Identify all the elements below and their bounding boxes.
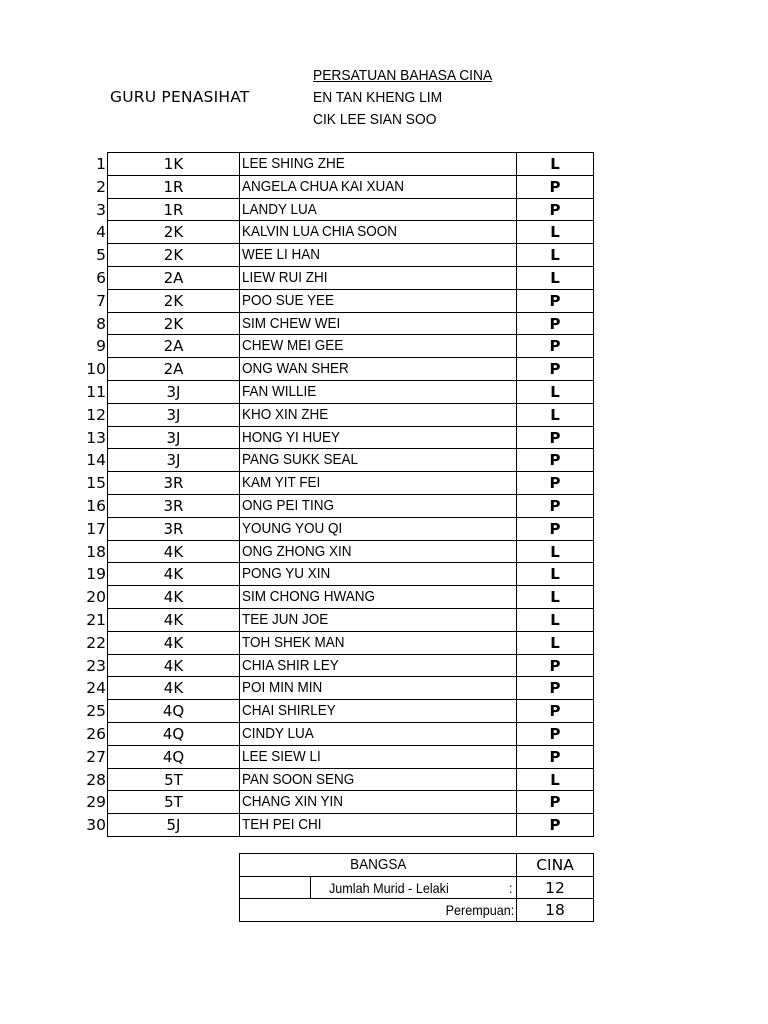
row-number: 16 bbox=[86, 496, 106, 515]
gender-cell: P bbox=[516, 427, 594, 450]
row-number: 1 bbox=[96, 155, 106, 173]
table-row bbox=[0, 495, 768, 518]
name-cell bbox=[239, 746, 516, 769]
perempuan-label: Perempuan: bbox=[445, 902, 514, 919]
student-name: LANDY LUA bbox=[242, 200, 317, 218]
row-number: 23 bbox=[86, 656, 106, 675]
gender-cell: P bbox=[516, 472, 594, 495]
gender-cell: P bbox=[516, 677, 594, 700]
student-name: SIM CHONG HWANG bbox=[242, 588, 376, 606]
table-row bbox=[0, 609, 768, 632]
name-cell bbox=[239, 655, 516, 678]
table-row bbox=[0, 449, 768, 472]
table-row bbox=[0, 267, 768, 290]
student-name: KAM YIT FEI bbox=[242, 474, 321, 492]
student-name: LEE SIEW LI bbox=[242, 747, 321, 765]
class-cell: 4Q bbox=[107, 746, 239, 769]
table-row bbox=[0, 586, 768, 609]
gender-cell: L bbox=[516, 404, 594, 427]
class-cell: 3R bbox=[107, 495, 239, 518]
student-name: ONG WAN SHER bbox=[242, 360, 349, 378]
summary-table bbox=[239, 854, 594, 922]
row-number: 9 bbox=[96, 337, 106, 356]
row-number: 3 bbox=[96, 200, 106, 219]
gender-cell: P bbox=[516, 814, 594, 837]
student-name: CHIA SHIR LEY bbox=[242, 656, 339, 674]
class-cell: 1R bbox=[107, 199, 239, 222]
summary-row-lelaki bbox=[239, 877, 594, 900]
gender-cell: L bbox=[516, 152, 594, 176]
advisor-name-2: CIK LEE SIAN SOO bbox=[313, 111, 437, 128]
gender-cell: L bbox=[516, 267, 594, 290]
student-name: CHANG XIN YIN bbox=[242, 793, 344, 811]
student-name: ONG ZHONG XIN bbox=[242, 542, 352, 560]
name-cell bbox=[239, 472, 516, 495]
gender-cell: P bbox=[516, 449, 594, 472]
name-cell bbox=[239, 723, 516, 746]
student-name: ANGELA CHUA KAI XUAN bbox=[242, 177, 405, 195]
table-row bbox=[0, 290, 768, 313]
student-name: ONG PEI TING bbox=[242, 496, 335, 514]
class-cell: 3R bbox=[107, 472, 239, 495]
table-row bbox=[0, 199, 768, 222]
table-row bbox=[0, 677, 768, 700]
class-cell: 5T bbox=[107, 791, 239, 814]
class-cell: 2A bbox=[107, 267, 239, 290]
class-cell: 2K bbox=[107, 244, 239, 267]
student-name: KALVIN LUA CHIA SOON bbox=[242, 223, 398, 241]
table-row bbox=[0, 313, 768, 336]
gender-cell: P bbox=[516, 518, 594, 541]
class-cell: 5J bbox=[107, 814, 239, 837]
name-cell bbox=[239, 335, 516, 358]
table-row bbox=[0, 381, 768, 404]
gender-cell: L bbox=[516, 381, 594, 404]
name-cell bbox=[239, 495, 516, 518]
student-name: POO SUE YEE bbox=[242, 291, 335, 309]
name-cell bbox=[239, 769, 516, 792]
row-number: 30 bbox=[86, 816, 106, 835]
table-row bbox=[0, 563, 768, 586]
student-name: LIEW RUI ZHI bbox=[242, 268, 328, 286]
name-cell bbox=[239, 814, 516, 837]
class-cell: 4K bbox=[107, 563, 239, 586]
student-table bbox=[0, 153, 768, 837]
row-number: 27 bbox=[86, 747, 106, 766]
lelaki-colon: : bbox=[509, 879, 513, 896]
table-row bbox=[0, 769, 768, 792]
table-row bbox=[0, 472, 768, 495]
name-cell bbox=[239, 199, 516, 222]
gender-cell: P bbox=[516, 655, 594, 678]
row-number: 20 bbox=[86, 588, 106, 607]
table-row bbox=[0, 221, 768, 244]
class-cell: 4K bbox=[107, 541, 239, 564]
student-name: YOUNG YOU QI bbox=[242, 519, 343, 537]
row-number: 18 bbox=[86, 542, 106, 561]
class-cell: 4Q bbox=[107, 723, 239, 746]
name-cell bbox=[239, 541, 516, 564]
row-number: 10 bbox=[86, 360, 106, 379]
table-row bbox=[0, 541, 768, 564]
gender-cell: P bbox=[516, 176, 594, 199]
table-row bbox=[0, 632, 768, 655]
row-number: 4 bbox=[96, 223, 106, 242]
row-number: 13 bbox=[86, 428, 106, 447]
row-number: 19 bbox=[86, 565, 106, 584]
class-cell: 1K bbox=[107, 152, 239, 176]
gender-cell: P bbox=[516, 335, 594, 358]
class-cell: 3J bbox=[107, 427, 239, 450]
table-row bbox=[0, 404, 768, 427]
gender-cell: L bbox=[516, 769, 594, 792]
name-cell bbox=[239, 221, 516, 244]
name-cell bbox=[239, 700, 516, 723]
lelaki-label: Jumlah Murid - Lelaki bbox=[329, 879, 449, 896]
table-row bbox=[0, 814, 768, 837]
perempuan-label-cell bbox=[239, 899, 516, 922]
name-cell bbox=[239, 609, 516, 632]
student-name: LEE SHING ZHE bbox=[242, 155, 345, 172]
student-name: CHEW MEI GEE bbox=[242, 337, 344, 355]
row-number: 26 bbox=[86, 724, 106, 743]
gender-cell: P bbox=[516, 495, 594, 518]
gender-cell: P bbox=[516, 791, 594, 814]
student-name: CHAI SHIRLEY bbox=[242, 702, 336, 720]
table-row bbox=[0, 153, 768, 176]
student-name: CINDY LUA bbox=[242, 724, 314, 742]
class-cell: 2K bbox=[107, 290, 239, 313]
row-number: 7 bbox=[96, 291, 106, 310]
gender-cell: L bbox=[516, 632, 594, 655]
perempuan-value: 18 bbox=[516, 899, 594, 922]
gender-cell: P bbox=[516, 723, 594, 746]
class-cell: 4K bbox=[107, 655, 239, 678]
row-number: 6 bbox=[96, 268, 106, 287]
table-row bbox=[0, 723, 768, 746]
name-cell bbox=[239, 791, 516, 814]
gender-cell: P bbox=[516, 199, 594, 222]
class-cell: 5T bbox=[107, 769, 239, 792]
gender-cell: P bbox=[516, 700, 594, 723]
table-row bbox=[0, 244, 768, 267]
class-cell: 2K bbox=[107, 313, 239, 336]
name-cell bbox=[239, 358, 516, 381]
row-number: 21 bbox=[86, 610, 106, 629]
student-name: KHO XIN ZHE bbox=[242, 405, 329, 423]
table-row bbox=[0, 427, 768, 450]
student-name: FAN WILLIE bbox=[242, 382, 317, 400]
row-number: 28 bbox=[86, 770, 106, 789]
name-cell bbox=[239, 427, 516, 450]
student-name: SIM CHEW WEI bbox=[242, 314, 341, 332]
name-cell bbox=[239, 677, 516, 700]
name-cell bbox=[239, 449, 516, 472]
gender-cell: P bbox=[516, 313, 594, 336]
name-cell bbox=[239, 518, 516, 541]
name-cell bbox=[239, 632, 516, 655]
student-name: PANG SUKK SEAL bbox=[242, 451, 359, 469]
student-name: POI MIN MIN bbox=[242, 679, 323, 697]
student-name: TOH SHEK MAN bbox=[242, 633, 345, 651]
row-number: 15 bbox=[86, 474, 106, 493]
gender-cell: P bbox=[516, 290, 594, 313]
bangsa-label: BANGSA bbox=[349, 856, 407, 873]
class-cell: 2K bbox=[107, 221, 239, 244]
row-number: 8 bbox=[96, 314, 106, 333]
row-number: 24 bbox=[86, 679, 106, 698]
name-cell bbox=[239, 404, 516, 427]
gender-cell: P bbox=[516, 358, 594, 381]
gender-cell: P bbox=[516, 746, 594, 769]
student-name: PAN SOON SENG bbox=[242, 770, 355, 788]
row-number: 17 bbox=[86, 519, 106, 538]
name-cell bbox=[239, 152, 516, 176]
class-cell: 4K bbox=[107, 586, 239, 609]
advisor-name-1: EN TAN KHENG LIM bbox=[313, 89, 443, 106]
student-name: WEE LI HAN bbox=[242, 246, 321, 264]
gender-cell: L bbox=[516, 541, 594, 564]
row-number: 2 bbox=[96, 177, 106, 196]
gender-cell: L bbox=[516, 244, 594, 267]
table-row bbox=[0, 176, 768, 199]
advisor-heading: GURU PENASIHAT bbox=[110, 88, 250, 106]
gender-cell: L bbox=[516, 586, 594, 609]
gender-cell: L bbox=[516, 221, 594, 244]
class-cell: 3J bbox=[107, 449, 239, 472]
lelaki-value: 12 bbox=[516, 877, 594, 900]
row-number: 25 bbox=[86, 702, 106, 721]
table-row bbox=[0, 335, 768, 358]
table-row bbox=[0, 791, 768, 814]
class-cell: 3J bbox=[107, 381, 239, 404]
class-cell: 3R bbox=[107, 518, 239, 541]
student-name: TEH PEI CHI bbox=[242, 816, 322, 834]
name-cell bbox=[239, 563, 516, 586]
summary-row-perempuan bbox=[239, 899, 594, 922]
student-name: TEE JUN JOE bbox=[242, 610, 329, 628]
student-name: PONG YU XIN bbox=[242, 565, 331, 583]
row-number: 22 bbox=[86, 633, 106, 652]
summary-row-bangsa bbox=[239, 854, 594, 877]
table-row bbox=[0, 746, 768, 769]
class-cell: 3J bbox=[107, 404, 239, 427]
name-cell bbox=[239, 381, 516, 404]
bangsa-value: CINA bbox=[516, 853, 594, 877]
row-number: 5 bbox=[96, 246, 106, 265]
row-number: 12 bbox=[86, 405, 106, 424]
student-name: HONG YI HUEY bbox=[242, 428, 341, 446]
class-cell: 2A bbox=[107, 358, 239, 381]
table-row bbox=[0, 700, 768, 723]
table-row bbox=[0, 655, 768, 678]
name-cell bbox=[239, 244, 516, 267]
class-cell: 1R bbox=[107, 176, 239, 199]
name-cell bbox=[239, 290, 516, 313]
name-cell bbox=[239, 313, 516, 336]
class-cell: 4K bbox=[107, 632, 239, 655]
society-name: PERSATUAN BAHASA CINA bbox=[313, 67, 493, 84]
class-cell: 2A bbox=[107, 335, 239, 358]
class-cell: 4K bbox=[107, 677, 239, 700]
table-row bbox=[0, 358, 768, 381]
bangsa-label-cell bbox=[239, 853, 516, 877]
row-number: 29 bbox=[86, 793, 106, 812]
row-number: 14 bbox=[86, 451, 106, 470]
name-cell bbox=[239, 586, 516, 609]
name-cell bbox=[239, 267, 516, 290]
row-number: 11 bbox=[86, 382, 106, 401]
class-cell: 4Q bbox=[107, 700, 239, 723]
lelaki-label-cell bbox=[310, 877, 516, 900]
name-cell bbox=[239, 176, 516, 199]
gender-cell: L bbox=[516, 563, 594, 586]
class-cell: 4K bbox=[107, 609, 239, 632]
table-row bbox=[0, 518, 768, 541]
blank-cell bbox=[239, 877, 310, 900]
gender-cell: L bbox=[516, 609, 594, 632]
